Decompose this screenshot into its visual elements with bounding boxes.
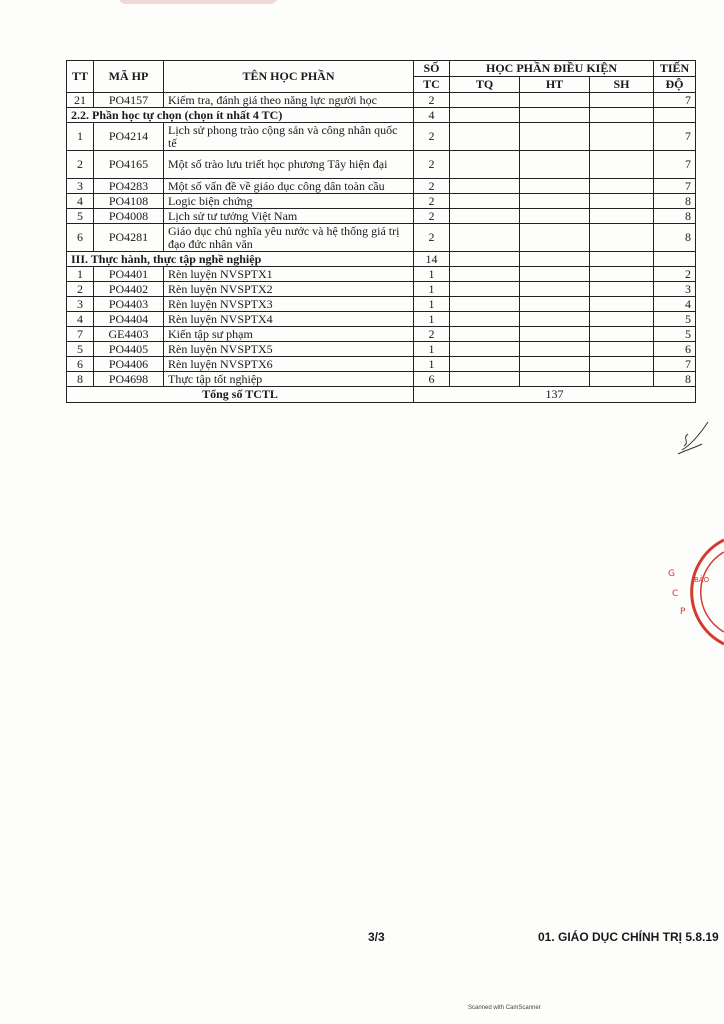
- ht-cell: [520, 93, 590, 108]
- row-number: 3: [67, 179, 94, 194]
- course-code: PO4405: [94, 342, 164, 357]
- section-credits: 14: [414, 252, 450, 267]
- course-code: PO4165: [94, 151, 164, 179]
- progress-semester: 8: [654, 224, 696, 252]
- section-title: III. Thực hành, thực tập nghề nghiệp: [67, 252, 414, 267]
- sh-cell: [590, 372, 654, 387]
- progress-semester: 7: [654, 151, 696, 179]
- sh-cell: [590, 151, 654, 179]
- course-code: PO4214: [94, 123, 164, 151]
- progress-semester: 8: [654, 209, 696, 224]
- course-name: Kiểm tra, đánh giá theo năng lực người học: [164, 93, 414, 108]
- course-credits: 2: [414, 194, 450, 209]
- col-tq: TQ: [450, 77, 520, 93]
- progress-semester: 5: [654, 312, 696, 327]
- course-name: Rèn luyện NVSPTX5: [164, 342, 414, 357]
- row-number: 1: [67, 123, 94, 151]
- tq-cell: [450, 372, 520, 387]
- row-number: 7: [67, 327, 94, 342]
- col-tt: TT: [67, 61, 94, 93]
- course-name: Một số trào lưu triết học phương Tây hiện đại: [164, 151, 414, 179]
- tq-cell: [450, 224, 520, 252]
- tq-cell: [450, 327, 520, 342]
- tq-cell: [450, 282, 520, 297]
- total-row: [67, 387, 696, 403]
- sh-cell: [590, 224, 654, 252]
- table-row: [67, 194, 696, 209]
- ht-cell: [520, 108, 590, 123]
- progress-semester: 7: [654, 179, 696, 194]
- row-number: 1: [67, 267, 94, 282]
- row-number: 4: [67, 194, 94, 209]
- section-row: [67, 108, 696, 123]
- course-name: Logic biện chứng: [164, 194, 414, 209]
- table-row: [67, 123, 696, 151]
- course-credits: 1: [414, 267, 450, 282]
- course-code: PO4108: [94, 194, 164, 209]
- progress-semester: 3: [654, 282, 696, 297]
- tq-cell: [450, 312, 520, 327]
- row-number: 6: [67, 224, 94, 252]
- table-row: [67, 224, 696, 252]
- tq-cell: [450, 123, 520, 151]
- progress-semester: 2: [654, 267, 696, 282]
- course-credits: 6: [414, 372, 450, 387]
- course-code: GE4403: [94, 327, 164, 342]
- course-name: Giáo dục chủ nghĩa yêu nước và hệ thống giá trị đạo đức nhân văn: [164, 224, 414, 252]
- table-row: [67, 93, 696, 108]
- course-name: Rèn luyện NVSPTX4: [164, 312, 414, 327]
- course-code: PO4283: [94, 179, 164, 194]
- section-row: [67, 252, 696, 267]
- tq-cell: [450, 93, 520, 108]
- page-number: 3/3: [368, 930, 385, 944]
- tq-cell: [450, 194, 520, 209]
- row-number: 5: [67, 342, 94, 357]
- course-credits: 2: [414, 209, 450, 224]
- tq-cell: [450, 108, 520, 123]
- section-credits: 4: [414, 108, 450, 123]
- progress-cell: [654, 252, 696, 267]
- course-name: Một số vấn đề về giáo dục công dân toàn cầu: [164, 179, 414, 194]
- course-name: Kiến tập sư phạm: [164, 327, 414, 342]
- tq-cell: [450, 151, 520, 179]
- table-row: [67, 282, 696, 297]
- col-ma-hp: MÃ HP: [94, 61, 164, 93]
- col-tc: TC: [414, 77, 450, 93]
- col-sh: SH: [590, 77, 654, 93]
- scan-artifact: [118, 0, 278, 4]
- total-credits: 137: [414, 387, 696, 403]
- course-credits: 1: [414, 357, 450, 372]
- sh-cell: [590, 194, 654, 209]
- sh-cell: [590, 267, 654, 282]
- row-number: 6: [67, 357, 94, 372]
- course-name: Lịch sử tư tưởng Việt Nam: [164, 209, 414, 224]
- sh-cell: [590, 282, 654, 297]
- ht-cell: [520, 194, 590, 209]
- table-row: [67, 151, 696, 179]
- ht-cell: [520, 224, 590, 252]
- course-credits: 1: [414, 297, 450, 312]
- ht-cell: [520, 327, 590, 342]
- tq-cell: [450, 252, 520, 267]
- col-tien: TIẾN: [654, 61, 696, 77]
- col-do: ĐỘ: [654, 77, 696, 93]
- course-credits: 1: [414, 342, 450, 357]
- course-name: Rèn luyện NVSPTX6: [164, 357, 414, 372]
- course-name: Rèn luyện NVSPTX2: [164, 282, 414, 297]
- scanner-watermark: Scanned with CamScanner: [468, 1005, 541, 1011]
- svg-text:BẢO: BẢO: [694, 576, 710, 584]
- signature-mark: [672, 416, 722, 456]
- table-row: [67, 357, 696, 372]
- course-name: Rèn luyện NVSPTX1: [164, 267, 414, 282]
- sh-cell: [590, 297, 654, 312]
- col-ht: HT: [520, 77, 590, 93]
- course-code: PO4401: [94, 267, 164, 282]
- progress-semester: 4: [654, 297, 696, 312]
- sh-cell: [590, 312, 654, 327]
- ht-cell: [520, 267, 590, 282]
- col-so: SỐ: [414, 61, 450, 77]
- sh-cell: [590, 108, 654, 123]
- course-code: PO4157: [94, 93, 164, 108]
- svg-text:G: G: [668, 569, 675, 579]
- row-number: 4: [67, 312, 94, 327]
- row-number: 5: [67, 209, 94, 224]
- ht-cell: [520, 123, 590, 151]
- ht-cell: [520, 342, 590, 357]
- progress-cell: [654, 108, 696, 123]
- course-credits: 2: [414, 93, 450, 108]
- sh-cell: [590, 357, 654, 372]
- sh-cell: [590, 179, 654, 194]
- ht-cell: [520, 282, 590, 297]
- course-name: Thực tập tốt nghiệp: [164, 372, 414, 387]
- progress-semester: 5: [654, 327, 696, 342]
- course-code: PO4406: [94, 357, 164, 372]
- course-credits: 2: [414, 327, 450, 342]
- document-code: 01. GIÁO DỤC CHÍNH TRỊ 5.8.19: [538, 930, 719, 944]
- table-row: [67, 327, 696, 342]
- row-number: 2: [67, 151, 94, 179]
- course-name: Lịch sử phong trào cộng sản và công nhân quốc tế: [164, 123, 414, 151]
- course-credits: 2: [414, 179, 450, 194]
- tq-cell: [450, 342, 520, 357]
- ht-cell: [520, 297, 590, 312]
- col-ten-hoc-phan: TÊN HỌC PHẦN: [164, 61, 414, 93]
- course-code: PO4402: [94, 282, 164, 297]
- ht-cell: [520, 209, 590, 224]
- row-number: 21: [67, 93, 94, 108]
- ht-cell: [520, 372, 590, 387]
- progress-semester: 7: [654, 123, 696, 151]
- sh-cell: [590, 209, 654, 224]
- table-row: [67, 209, 696, 224]
- ht-cell: [520, 357, 590, 372]
- row-number: 2: [67, 282, 94, 297]
- sh-cell: [590, 252, 654, 267]
- tq-cell: [450, 179, 520, 194]
- table-row: [67, 312, 696, 327]
- svg-text:P: P: [680, 607, 686, 617]
- table-row: [67, 297, 696, 312]
- course-code: PO4403: [94, 297, 164, 312]
- svg-text:C: C: [672, 589, 679, 599]
- col-hoc-phan-dieu-kien: HỌC PHẦN ĐIỀU KIỆN: [450, 61, 654, 77]
- course-code: PO4008: [94, 209, 164, 224]
- official-stamp: [654, 536, 724, 648]
- table-row: [67, 342, 696, 357]
- table-row: [67, 372, 696, 387]
- sh-cell: [590, 327, 654, 342]
- tq-cell: [450, 297, 520, 312]
- course-code: PO4698: [94, 372, 164, 387]
- table-body: [67, 93, 696, 403]
- course-code: PO4404: [94, 312, 164, 327]
- tq-cell: [450, 357, 520, 372]
- row-number: 8: [67, 372, 94, 387]
- ht-cell: [520, 179, 590, 194]
- table-row: [67, 267, 696, 282]
- course-code: PO4281: [94, 224, 164, 252]
- course-credits: 2: [414, 151, 450, 179]
- course-name: Rèn luyện NVSPTX3: [164, 297, 414, 312]
- tq-cell: [450, 267, 520, 282]
- progress-semester: 8: [654, 194, 696, 209]
- table-row: [67, 179, 696, 194]
- curriculum-table: [66, 60, 696, 403]
- sh-cell: [590, 123, 654, 151]
- ht-cell: [520, 151, 590, 179]
- tq-cell: [450, 209, 520, 224]
- row-number: 3: [67, 297, 94, 312]
- progress-semester: 8: [654, 372, 696, 387]
- total-label: Tổng số TCTL: [67, 387, 414, 403]
- course-credits: 2: [414, 224, 450, 252]
- section-title: 2.2. Phần học tự chọn (chọn ít nhất 4 TC): [67, 108, 414, 123]
- progress-semester: 7: [654, 93, 696, 108]
- ht-cell: [520, 312, 590, 327]
- course-credits: 1: [414, 282, 450, 297]
- ht-cell: [520, 252, 590, 267]
- sh-cell: [590, 342, 654, 357]
- course-credits: 2: [414, 123, 450, 151]
- progress-semester: 6: [654, 342, 696, 357]
- sh-cell: [590, 93, 654, 108]
- progress-semester: 7: [654, 357, 696, 372]
- course-credits: 1: [414, 312, 450, 327]
